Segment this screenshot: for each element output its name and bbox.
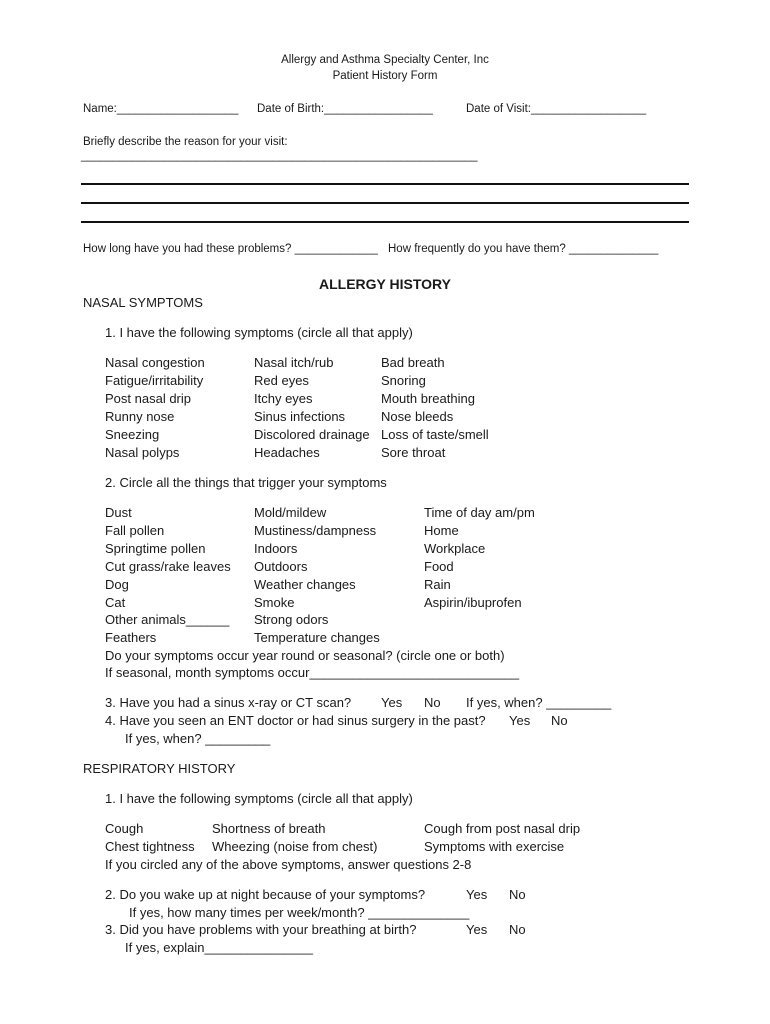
seasonal-question: Do your symptoms occur year round or seasonal? (circle one or both) xyxy=(105,648,505,663)
respiratory-symptom-option[interactable]: Cough from post nasal drip xyxy=(424,821,581,836)
symptom-option[interactable]: Nasal polyps xyxy=(105,445,180,460)
ent-yes[interactable]: Yes xyxy=(509,713,531,728)
trigger-option[interactable]: Springtime pollen xyxy=(105,541,206,556)
reason-line[interactable]: ______________________________________________________________ xyxy=(81,150,478,162)
birth-breathing-no[interactable]: No xyxy=(509,922,526,937)
ent-when-field[interactable]: If yes, when? _________ xyxy=(125,731,271,746)
respiratory-symptom-option[interactable]: Symptoms with exercise xyxy=(424,839,565,854)
trigger-option[interactable]: Outdoors xyxy=(254,559,308,574)
reason-rule-1[interactable] xyxy=(81,183,689,185)
trigger-option[interactable]: Other animals______ xyxy=(105,612,230,627)
trigger-option[interactable]: Temperature changes xyxy=(254,630,380,645)
reason-rule-2[interactable] xyxy=(81,202,689,204)
sinus-scan-when-field[interactable]: If yes, when? _________ xyxy=(466,695,612,710)
name-field[interactable]: Name:___________________ xyxy=(83,103,239,115)
sinus-scan-yes[interactable]: Yes xyxy=(381,695,403,710)
birth-breathing-yes[interactable]: Yes xyxy=(466,922,488,937)
respiratory-history-heading: RESPIRATORY HISTORY xyxy=(83,761,236,776)
symptom-option[interactable]: Sore throat xyxy=(381,445,446,460)
seasonal-month-field[interactable]: If seasonal, month symptoms occur_____________________________ xyxy=(105,665,520,680)
trigger-option[interactable]: Strong odors xyxy=(254,612,329,627)
date-of-visit-field[interactable]: Date of Visit:__________________ xyxy=(466,103,647,115)
ent-no[interactable]: No xyxy=(551,713,568,728)
trigger-option[interactable]: Food xyxy=(424,559,454,574)
how-long-field[interactable]: How long have you had these problems? _____________ xyxy=(83,243,378,255)
nasal-question-4: 4. Have you seen an ENT doctor or had sinus surgery in the past? xyxy=(105,713,486,728)
night-wake-no[interactable]: No xyxy=(509,887,526,902)
trigger-option[interactable]: Smoke xyxy=(254,595,295,610)
respiratory-question-2: 2. Do you wake up at night because of your symptoms? xyxy=(105,887,426,902)
symptom-option[interactable]: Bad breath xyxy=(381,355,445,370)
nasal-question-1: 1. I have the following symptoms (circle all that apply) xyxy=(105,325,413,340)
symptom-option[interactable]: Mouth breathing xyxy=(381,391,475,406)
symptom-option[interactable]: Loss of taste/smell xyxy=(381,427,489,442)
trigger-option[interactable]: Feathers xyxy=(105,630,157,645)
symptom-option[interactable]: Fatigue/irritability xyxy=(105,373,204,388)
trigger-option[interactable]: Home xyxy=(424,523,459,538)
respiratory-symptom-option[interactable]: Shortness of breath xyxy=(212,821,326,836)
respiratory-question-1: 1. I have the following symptoms (circle all that apply) xyxy=(105,791,413,806)
respiratory-instruction: If you circled any of the above symptoms, answer questions 2-8 xyxy=(105,857,472,872)
symptom-option[interactable]: Nasal itch/rub xyxy=(254,355,334,370)
trigger-option[interactable]: Aspirin/ibuprofen xyxy=(424,595,522,610)
allergy-history-title: ALLERGY HISTORY xyxy=(319,276,451,292)
nasal-symptoms-heading: NASAL SYMPTOMS xyxy=(83,295,203,310)
night-wake-yes[interactable]: Yes xyxy=(466,887,488,902)
symptom-option[interactable]: Post nasal drip xyxy=(105,391,191,406)
symptom-option[interactable]: Headaches xyxy=(254,445,320,460)
trigger-option[interactable]: Time of day am/pm xyxy=(424,505,535,520)
respiratory-symptom-option[interactable]: Cough xyxy=(105,821,144,836)
symptom-option[interactable]: Itchy eyes xyxy=(254,391,313,406)
trigger-option[interactable]: Mold/mildew xyxy=(254,505,327,520)
date-of-birth-field[interactable]: Date of Birth:_________________ xyxy=(257,103,433,115)
trigger-option[interactable]: Dog xyxy=(105,577,129,592)
trigger-option[interactable]: Rain xyxy=(424,577,451,592)
night-wake-frequency-field[interactable]: If yes, how many times per week/month? ______________ xyxy=(129,905,470,920)
trigger-option[interactable]: Mustiness/dampness xyxy=(254,523,377,538)
trigger-option[interactable]: Dust xyxy=(105,505,132,520)
symptom-option[interactable]: Red eyes xyxy=(254,373,309,388)
symptom-option[interactable]: Discolored drainage xyxy=(254,427,370,442)
nasal-question-2: 2. Circle all the things that trigger your symptoms xyxy=(105,475,387,490)
form-title: Patient History Form xyxy=(332,70,438,82)
symptom-option[interactable]: Snoring xyxy=(381,373,426,388)
trigger-option[interactable]: Fall pollen xyxy=(105,523,165,538)
how-frequent-field[interactable]: How frequently do you have them? ______________ xyxy=(388,243,659,255)
symptom-option[interactable]: Nasal congestion xyxy=(105,355,205,370)
trigger-option[interactable]: Weather changes xyxy=(254,577,356,592)
symptom-option[interactable]: Runny nose xyxy=(105,409,175,424)
reason-rule-3[interactable] xyxy=(81,221,689,223)
symptom-option[interactable]: Sneezing xyxy=(105,427,160,442)
reason-label: Briefly describe the reason for your visit: xyxy=(83,136,288,148)
trigger-option[interactable]: Indoors xyxy=(254,541,298,556)
symptom-option[interactable]: Nose bleeds xyxy=(381,409,454,424)
clinic-name: Allergy and Asthma Specialty Center, Inc xyxy=(281,54,489,66)
sinus-scan-no[interactable]: No xyxy=(424,695,441,710)
trigger-option[interactable]: Workplace xyxy=(424,541,486,556)
trigger-option[interactable]: Cat xyxy=(105,595,126,610)
symptom-option[interactable]: Sinus infections xyxy=(254,409,346,424)
birth-breathing-explain-field[interactable]: If yes, explain_______________ xyxy=(125,940,313,955)
respiratory-symptom-option[interactable]: Wheezing (noise from chest) xyxy=(212,839,378,854)
nasal-question-3: 3. Have you had a sinus x-ray or CT scan? xyxy=(105,695,352,710)
respiratory-symptom-option[interactable]: Chest tightness xyxy=(105,839,195,854)
respiratory-question-3: 3. Did you have problems with your breathing at birth? xyxy=(105,922,417,937)
trigger-option[interactable]: Cut grass/rake leaves xyxy=(105,559,231,574)
